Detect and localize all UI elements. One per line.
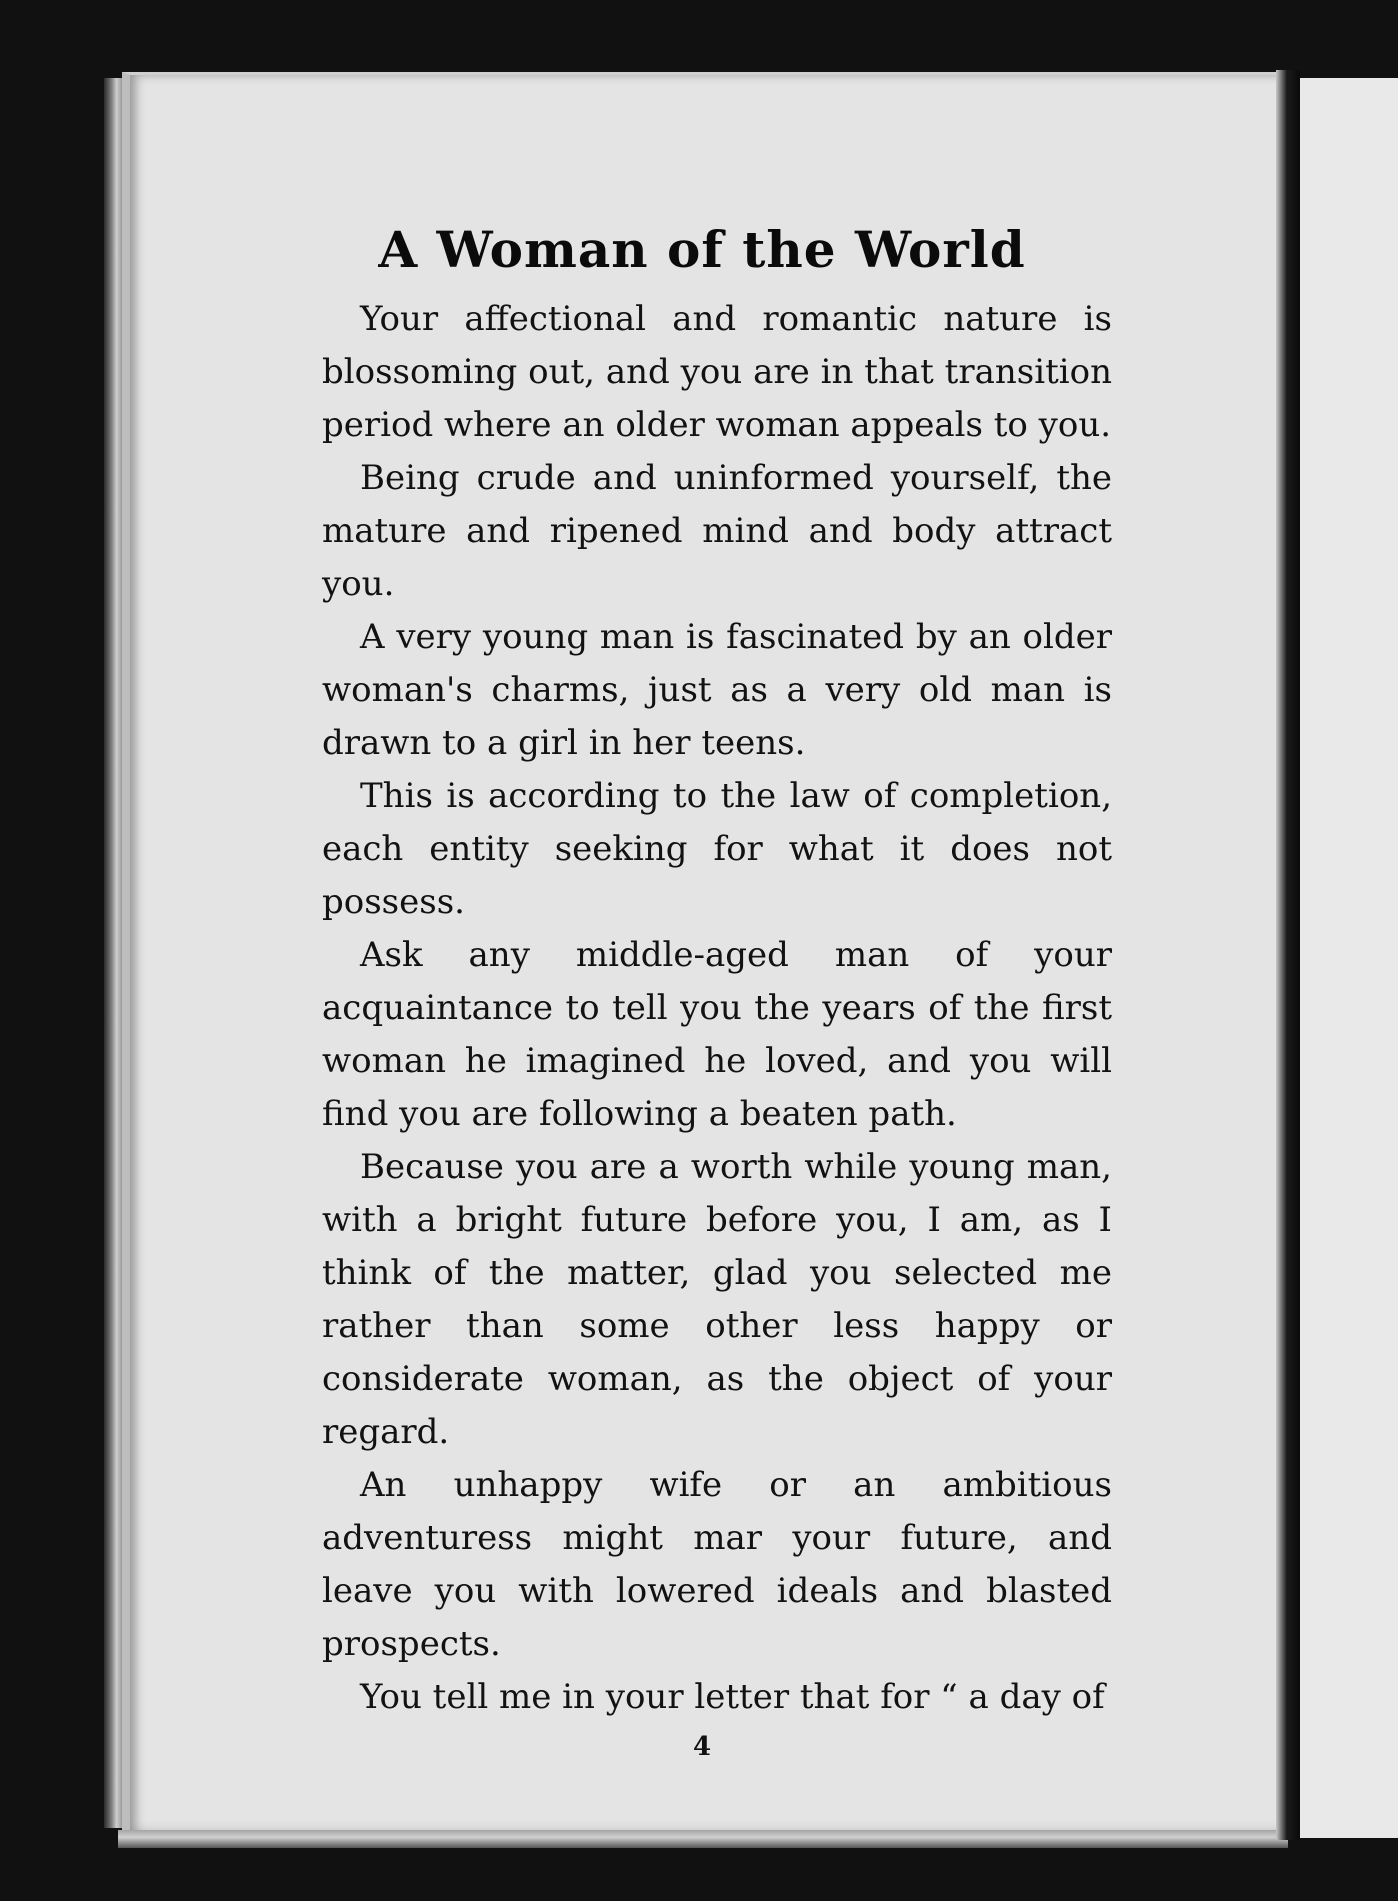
paragraph: An unhappy wife or an ambitious adventuress might mar your future, and leave you with lowered ideals and blasted prospects. <box>322 1465 1112 1664</box>
paragraph: You tell me in your letter that for “ a day of <box>360 1677 1105 1717</box>
book-gutter <box>1276 70 1300 1840</box>
paragraph: Your affectional and romantic nature is blossoming out, and you are in that transition period where an older woman appeals to you. <box>322 299 1112 445</box>
paragraph: Because you are a worth while young man, with a bright future before you, I am, as I think of the matter, glad you selected me rather than some other less happy or considerate woman, as the object of your regard. <box>322 1147 1112 1452</box>
paragraph: Being crude and uninformed yourself, the mature and ripened mind and body attract you. <box>322 458 1112 604</box>
body-text <box>322 293 1112 1724</box>
page-bottom-edge <box>118 1830 1288 1848</box>
page-content <box>222 150 1142 1762</box>
page-number: 4 <box>692 1732 712 1762</box>
paragraph: This is according to the law of completion, each entity seeking for what it does not possess. <box>322 776 1112 922</box>
paragraph: Ask any middle-aged man of your acquaintance to tell you the years of the first woman he imagined he loved, and you will find you are following a beaten path. <box>322 935 1112 1134</box>
paragraph: A very young man is fascinated by an older woman's charms, just as a very old man is drawn to a girl in her teens. <box>322 617 1112 763</box>
page-left-edge <box>104 78 122 1828</box>
running-head: A Woman of the World <box>378 220 1026 279</box>
facing-page-edge <box>1300 78 1398 1838</box>
